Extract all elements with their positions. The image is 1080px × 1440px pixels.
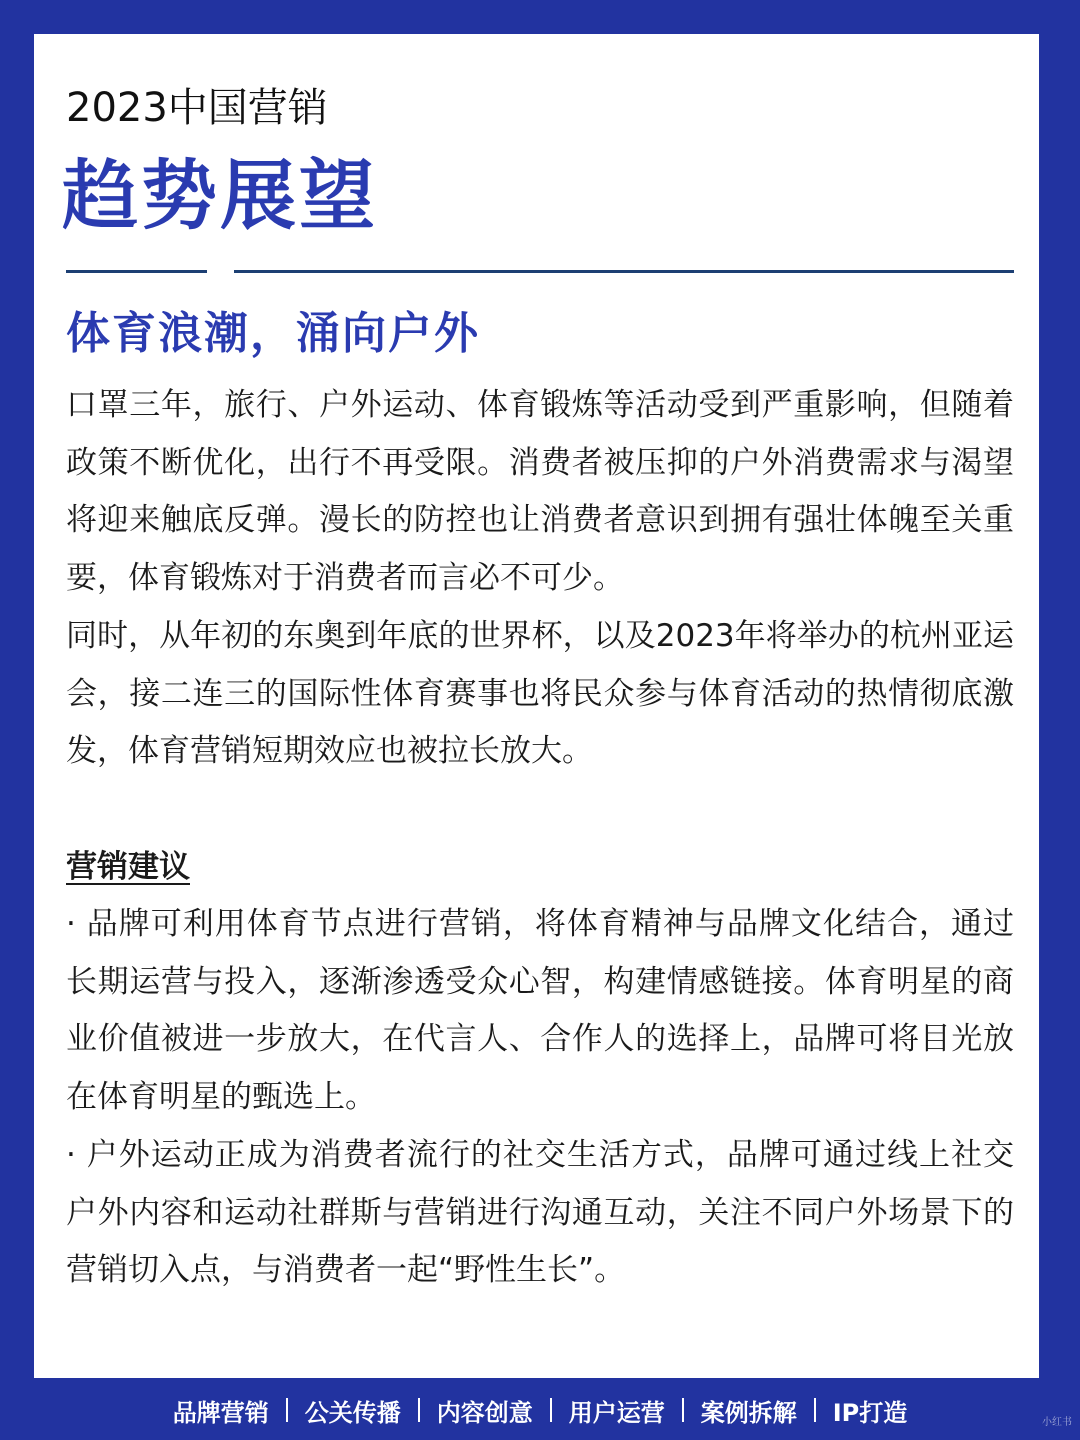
watermark-logo: 小红书 bbox=[1042, 1417, 1072, 1428]
advice-bullet: · 品牌可利用体育节点进行营销，将体育精神与品牌文化结合，通过长期运营与投入，逐渐渗透受众心智，构建情感链接。体育明星的商业价值被进一步放大，在代言人、合作人的选择上，品牌可将目光放在体育明星的甄选上。 bbox=[66, 906, 1014, 1116]
footer-nav bbox=[0, 1380, 1080, 1440]
section-title: 体育浪潮，涌向户外 bbox=[66, 308, 480, 359]
footer-item-public-relations: 公关传播 bbox=[304, 1398, 401, 1427]
advice-heading: 营销建议 bbox=[66, 849, 190, 885]
footer-item-user-operations: 用户运营 bbox=[568, 1398, 665, 1427]
footer-separator bbox=[286, 1398, 288, 1422]
divider-long bbox=[234, 270, 1014, 273]
footer-item-brand-marketing: 品牌营销 bbox=[172, 1398, 269, 1427]
footer-separator bbox=[682, 1398, 684, 1422]
footer-separator bbox=[550, 1398, 552, 1422]
footer-item-case-studies: 案例拆解 bbox=[700, 1398, 797, 1427]
page-title: 趋势展望 bbox=[62, 151, 378, 240]
divider-short bbox=[66, 270, 207, 273]
body-paragraph: 同时，从年初的东奥到年底的世界杯，以及2023年将举办的杭州亚运会，接二连三的国际性体育赛事也将民众参与体育活动的热情彻底激发，体育营销短期效应也被拉长放大。 bbox=[66, 618, 1014, 770]
footer-item-ip-building: IP打造 bbox=[832, 1398, 908, 1427]
footer-item-content-creative: 内容创意 bbox=[436, 1398, 533, 1427]
page-subtitle: 2023中国营销 bbox=[66, 85, 328, 131]
footer-separator bbox=[814, 1398, 816, 1422]
footer-separator bbox=[418, 1398, 420, 1422]
body-paragraph: 口罩三年，旅行、户外运动、体育锻炼等活动受到严重影响，但随着政策不断优化，出行不再受限。消费者被压抑的户外消费需求与渴望将迎来触底反弹。漫长的防控也让消费者意识到拥有强壮体魄至关重要，体育锻炼对于消费者而言必不可少。 bbox=[66, 387, 1014, 597]
advice-bullet: · 户外运动正成为消费者流行的社交生活方式，品牌可通过线上社交户外内容和运动社群斯与营销进行沟通互动，关注不同户外场景下的营销切入点，与消费者一起“野性生长”。 bbox=[66, 1137, 1014, 1289]
